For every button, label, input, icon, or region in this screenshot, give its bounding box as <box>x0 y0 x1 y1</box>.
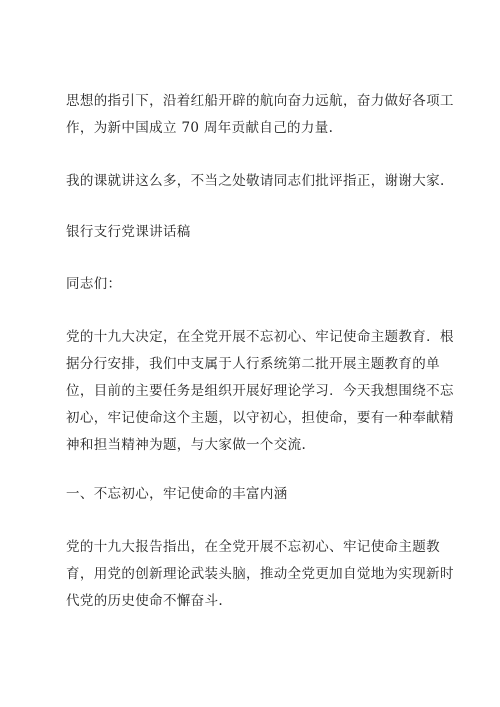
text-line: 位，目前的主要任务是组织开展好理论学习．今天我想围绕不忘 <box>66 383 454 399</box>
text-line: 初心，牢记使命这个主题，以守初心，担使命，要有一种奉献精 <box>66 410 454 426</box>
text-line: 作，为新中国成立 70 周年贡献自己的力量. <box>66 120 334 136</box>
text-line: 一、不忘初心，牢记使命的丰富内涵 <box>66 486 288 502</box>
document-title <box>66 219 444 246</box>
text-line: 神和担当精神为题，与大家做一个交流. <box>66 437 307 453</box>
paragraph-section-body <box>66 534 454 615</box>
section-heading <box>66 481 444 508</box>
text-line: 银行支行党课讲话稿 <box>66 224 191 240</box>
paragraph-introduction <box>66 324 454 459</box>
text-line: 党的十九大决定，在全党开展不忘初心、牢记使命主题教育．根 <box>66 329 454 345</box>
text-line: 思想的指引下，沿着红船开辟的航向奋力远航，奋力做好各项工 <box>66 93 454 109</box>
text-line: 我的课就讲这么多，不当之处敬请同志们批评指正，谢谢大家. <box>66 173 445 189</box>
paragraph-closing-remarks <box>66 88 454 142</box>
text-line: 育，用党的创新理论武装头脑，推动全党更加自觉地为实现新时 <box>66 566 454 582</box>
salutation <box>66 271 444 298</box>
paragraph-thanks <box>66 168 444 195</box>
text-line: 党的十九大报告指出，在全党开展不忘初心、牢记使命主题教 <box>66 539 440 555</box>
text-line: 据分行安排，我们中支属于人行系统第二批开展主题教育的单 <box>66 356 440 372</box>
text-line: 同志们： <box>66 276 122 292</box>
text-line: 代党的历史使命不懈奋斗. <box>66 593 223 609</box>
